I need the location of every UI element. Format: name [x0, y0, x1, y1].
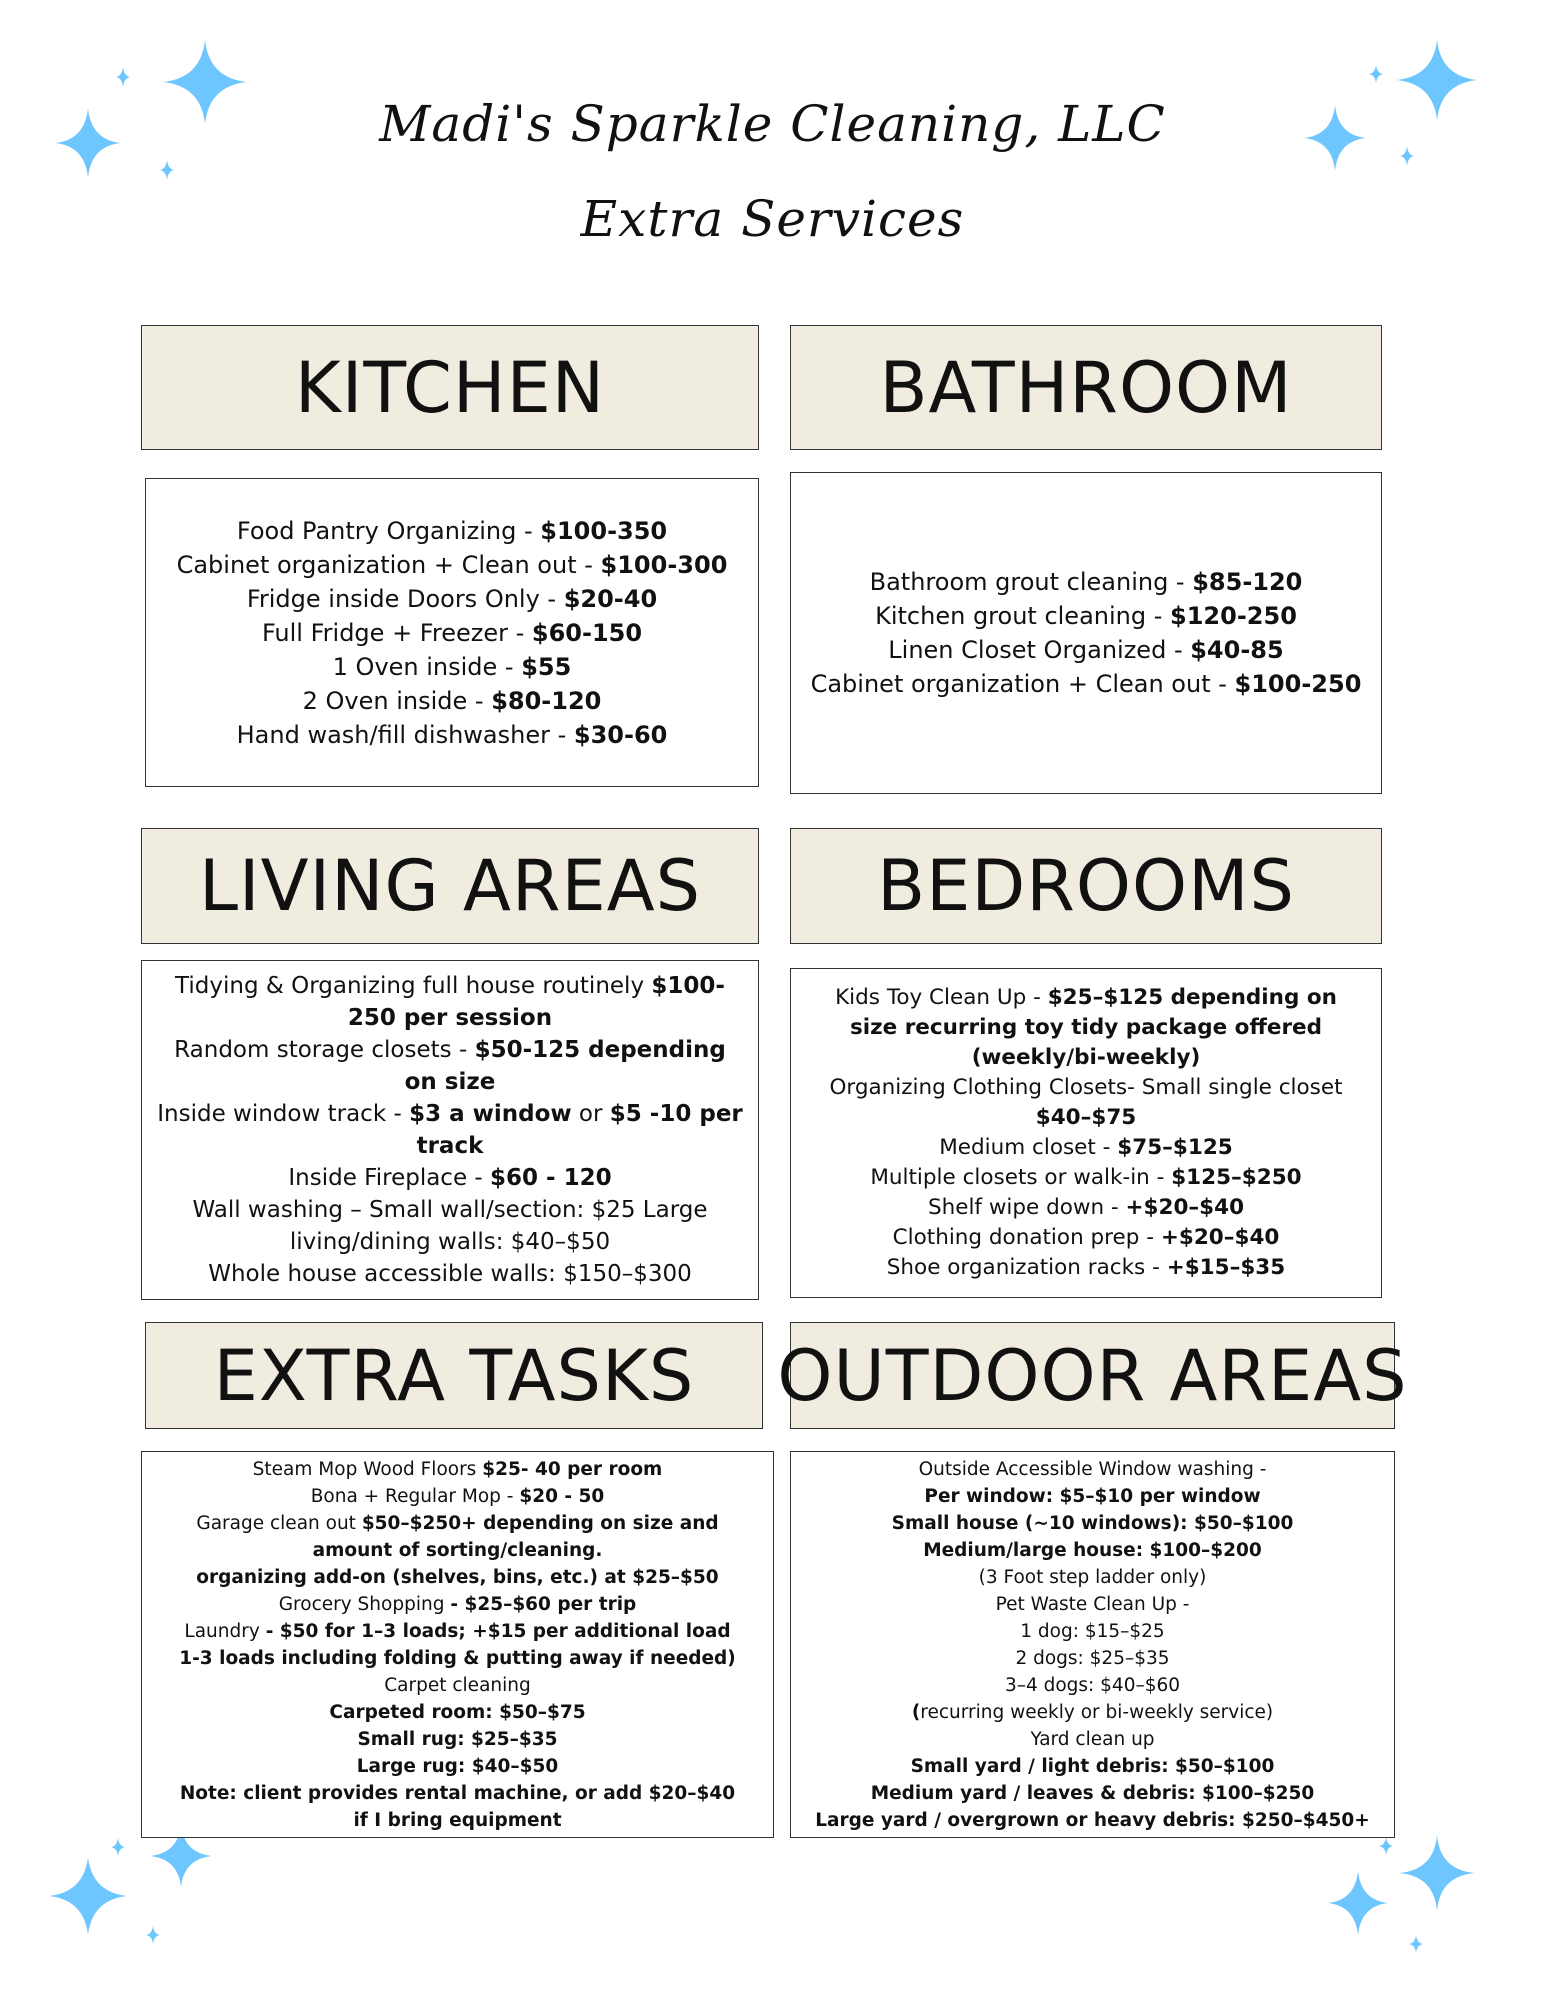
- list-item: Shoe organization racks - +$15–$35: [886, 1255, 1286, 1280]
- list-item: Outside Accessible Window washing -: [918, 1458, 1267, 1480]
- list-item: Carpet cleaning: [384, 1674, 531, 1696]
- extra-tasks-services-box: [141, 1451, 774, 1838]
- list-item: Inside Fireplace - $60 - 120: [288, 1165, 612, 1191]
- list-item: Shelf wipe down - +$20–$40: [927, 1195, 1245, 1220]
- extra-tasks-heading: EXTRA TASKS: [145, 1322, 763, 1429]
- list-item: Laundry - $50 for 1–3 loads; +$15 per additional load: [184, 1620, 731, 1642]
- list-item: Small rug: $25–$35: [357, 1728, 558, 1750]
- list-item: Inside window track - $3 a window or $5 -10 per track: [157, 1101, 743, 1159]
- page-title: Madi's Sparkle Cleaning, LLC: [379, 95, 1166, 153]
- list-item: Fridge inside Doors Only - $20-40: [246, 584, 658, 613]
- sparkle-icon: [146, 1926, 160, 1944]
- list-item: Kids Toy Clean Up - $25–$125 depending on size recurring toy tidy package offered (weekly/bi-weekly): [835, 985, 1337, 1070]
- list-item: Full Fridge + Freezer - $60-150: [261, 618, 643, 647]
- list-item: Hand wash/fill dishwasher - $30-60: [236, 720, 668, 749]
- sparkle-icon: [116, 67, 130, 87]
- list-item: Whole house accessible walls: $150–$300: [208, 1261, 692, 1287]
- sparkle-icon: [1369, 65, 1383, 83]
- list-item: 1-3 loads including folding & putting away if needed): [179, 1647, 736, 1669]
- sparkle-icon-cluster-bottom-right: [1320, 1825, 1520, 1985]
- sparkle-icon: [111, 1838, 125, 1856]
- list-item: 1 Oven inside - $55: [332, 652, 572, 681]
- living-areas-services-box: [141, 960, 759, 1300]
- list-item: Pet Waste Clean Up -: [995, 1593, 1190, 1615]
- sparkle-icon: [1399, 1835, 1475, 1911]
- list-item: Random storage closets - $50-125 depending on size: [174, 1037, 726, 1095]
- sparkle-icon: [160, 160, 174, 180]
- list-item: Kitchen grout cleaning - $120-250: [875, 602, 1297, 630]
- list-item: Per window: $5–$10 per window: [924, 1485, 1261, 1507]
- sparkle-icon: [49, 1857, 127, 1935]
- list-item: Cabinet organization + Clean out - $100-250: [810, 670, 1362, 698]
- list-item: Medium/large house: $100–$200: [923, 1539, 1262, 1561]
- list-item: 2 dogs: $25–$35: [1015, 1647, 1170, 1669]
- list-item: Medium closet - $75–$125: [939, 1135, 1233, 1160]
- sparkle-icon: [1328, 1871, 1388, 1935]
- list-item: Wall washing – Small wall/section: $25 Large living/dining walls: $40–$50: [192, 1197, 708, 1255]
- kitchen-services-box: [145, 478, 759, 787]
- bathroom-services-box: [790, 472, 1382, 794]
- list-item: organizing add-on (shelves, bins, etc.) at $25–$50: [196, 1566, 719, 1588]
- list-item: Carpeted room: $50–$75: [329, 1701, 586, 1723]
- list-item: Medium yard / leaves & debris: $100–$250: [870, 1782, 1315, 1804]
- living-areas-heading: LIVING AREAS: [141, 828, 759, 944]
- list-item: Small house (~10 windows): $50–$100: [891, 1512, 1294, 1534]
- sparkle-icon-cluster-bottom-left: [40, 1825, 240, 1985]
- list-item: Steam Mop Wood Floors $25- 40 per room: [252, 1458, 663, 1480]
- list-item: Note: client provides rental machine, or add $20–$40 if I bring equipment: [179, 1782, 736, 1831]
- bedrooms-services-box: [790, 968, 1382, 1298]
- list-item: Tidying & Organizing full house routinely $100-250 per session: [175, 973, 725, 1031]
- list-item: Large yard / overgrown or heavy debris: $250–$450+: [815, 1809, 1370, 1831]
- list-item: (3 Foot step ladder only): [978, 1566, 1207, 1588]
- list-item: 1 dog: $15–$25: [1020, 1620, 1165, 1642]
- list-item: (recurring weekly or bi-weekly service): [911, 1701, 1274, 1723]
- bathroom-heading: BATHROOM: [790, 325, 1382, 450]
- list-item: Large rug: $40–$50: [356, 1755, 559, 1777]
- list-item: Bona + Regular Mop - $20 - 50: [310, 1485, 605, 1507]
- page-subtitle: Extra Services: [580, 190, 965, 248]
- sparkle-icon: [1409, 1935, 1423, 1953]
- list-item: 2 Oven inside - $80-120: [302, 686, 602, 715]
- list-item: Multiple closets or walk-in - $125–$250: [870, 1165, 1302, 1190]
- bedrooms-heading: BEDROOMS: [790, 828, 1382, 944]
- list-item: Food Pantry Organizing - $100-350: [236, 516, 668, 545]
- list-item: Bathroom grout cleaning - $85-120: [869, 568, 1303, 596]
- list-item: Organizing Clothing Closets- Small single closet $40–$75: [829, 1075, 1343, 1130]
- list-item: Clothing donation prep - +$20–$40: [892, 1225, 1280, 1250]
- list-item: Linen Closet Organized - $40-85: [888, 636, 1284, 664]
- outdoor-areas-services-box: [790, 1451, 1395, 1838]
- outdoor-areas-heading: OUTDOOR AREAS: [790, 1322, 1395, 1429]
- sparkle-icon: [1379, 1837, 1393, 1855]
- kitchen-heading: KITCHEN: [141, 325, 759, 450]
- list-item: Yard clean up: [1030, 1728, 1155, 1750]
- list-item: Grocery Shopping - $25–$60 per trip: [278, 1593, 637, 1615]
- list-item: Cabinet organization + Clean out - $100-300: [176, 550, 728, 579]
- list-item: Garage clean out $50–$250+ depending on size and amount of sorting/cleaning.: [196, 1512, 719, 1561]
- list-item: 3–4 dogs: $40–$60: [1004, 1674, 1181, 1696]
- list-item: Small yard / light debris: $50–$100: [910, 1755, 1275, 1777]
